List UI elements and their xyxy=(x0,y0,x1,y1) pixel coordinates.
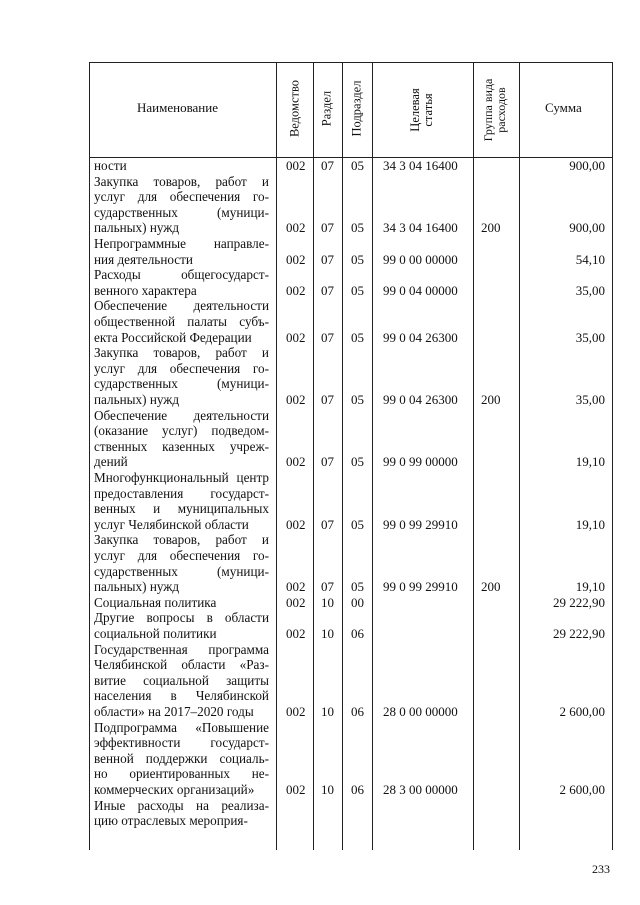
row-target: 99 0 04 26300 xyxy=(383,392,458,407)
header-group xyxy=(482,67,510,153)
col-border-1 xyxy=(276,62,277,850)
header-group-line1: Группа вида xyxy=(481,78,495,142)
row-name-line: но ориентированных не- xyxy=(94,766,269,782)
row-dept: 002 xyxy=(286,516,306,532)
row-section: 07 xyxy=(321,251,334,267)
row-name xyxy=(94,470,269,532)
row-name-line: Социальная политика xyxy=(94,594,217,610)
row-name-line: венных и муниципальных xyxy=(94,501,269,517)
row-section: 10 xyxy=(321,704,334,719)
header-target xyxy=(409,70,437,150)
row-section: 10 xyxy=(321,594,334,610)
row-section: 10 xyxy=(321,626,334,641)
row-name xyxy=(94,158,269,174)
row-name-line: дений xyxy=(94,454,128,470)
row-name xyxy=(94,236,269,267)
row-name xyxy=(94,532,269,594)
row-target: 99 0 04 26300 xyxy=(383,329,458,345)
row-name-line: Закупка товаров, работ и xyxy=(94,532,269,548)
row-target: 99 0 04 00000 xyxy=(383,282,458,298)
col-border-6 xyxy=(519,62,520,850)
row-name-line: пальных) нужд xyxy=(94,391,180,407)
row-target: 99 0 99 29910 xyxy=(383,516,458,532)
row-subsection: 05 xyxy=(351,516,364,532)
row-sum: 2 600,00 xyxy=(559,782,605,797)
row-subsection: 05 xyxy=(351,579,364,595)
row-section: 07 xyxy=(321,579,334,595)
row-name-line: Обеспечение деятельности xyxy=(94,298,269,314)
row-target: 99 0 99 29910 xyxy=(383,579,458,595)
col-border-3 xyxy=(342,62,343,850)
row-name-line: сударственных (муници- xyxy=(94,204,269,220)
row-sum: 29 222,90 xyxy=(553,626,605,641)
page-number: 233 xyxy=(592,862,610,876)
row-name-line: Многофункциональный центр xyxy=(94,470,269,485)
row-name-line: ности xyxy=(94,158,127,173)
row-name-line: венной поддержки социаль- xyxy=(94,750,269,766)
row-subsection: 00 xyxy=(351,594,364,610)
row-name xyxy=(94,595,269,611)
row-sum: 35,00 xyxy=(575,282,605,298)
row-sum: 35,00 xyxy=(575,392,605,407)
row-sum: 900,00 xyxy=(569,220,605,236)
col-border-5 xyxy=(473,62,474,850)
row-name-line: эффективности государст- xyxy=(94,735,269,751)
row-name-line: Расходы общегосударст- xyxy=(94,267,269,283)
row-name xyxy=(94,345,269,407)
row-sum: 35,00 xyxy=(575,329,605,345)
row-subsection: 05 xyxy=(351,454,364,470)
header-name: Наименование xyxy=(137,100,218,115)
row-name-line: услуг Челябинской области xyxy=(94,516,249,532)
col-border-right xyxy=(612,62,613,850)
row-dept: 002 xyxy=(286,579,306,595)
header-group-line2: расходов xyxy=(494,87,508,133)
row-sum: 19,10 xyxy=(575,579,605,595)
row-subsection: 05 xyxy=(351,392,364,407)
row-subsection: 05 xyxy=(351,282,364,298)
row-section: 07 xyxy=(321,158,334,173)
row-subsection: 05 xyxy=(351,329,364,345)
row-name-line: услуг для обеспечения го- xyxy=(94,189,269,205)
row-name-line: населения в Челябинской xyxy=(94,688,269,704)
row-section: 10 xyxy=(321,782,334,797)
row-name xyxy=(94,720,269,798)
row-dept: 002 xyxy=(286,392,306,407)
header-target-line1: Целевая xyxy=(408,88,422,132)
row-name-line: пальных) нужд xyxy=(94,579,180,595)
row-name-line: екта Российской Федерации xyxy=(94,329,252,345)
row-name-line: Закупка товаров, работ и xyxy=(94,173,269,189)
row-name-line: коммерческих организаций» xyxy=(94,781,255,797)
row-name-line: (оказание услуг) подведом- xyxy=(94,423,269,439)
row-dept: 002 xyxy=(286,454,306,470)
row-dept: 002 xyxy=(286,782,306,797)
row-target: 34 3 04 16400 xyxy=(383,220,458,236)
row-name-line: Закупка товаров, работ и xyxy=(94,345,269,361)
row-name-line: витие социальной защиты xyxy=(94,672,269,688)
row-name-line: предоставления государст- xyxy=(94,485,269,501)
row-dept: 002 xyxy=(286,704,306,719)
row-group: 200 xyxy=(481,220,501,236)
header-section: Раздел xyxy=(319,90,334,127)
row-section: 07 xyxy=(321,516,334,532)
row-section: 07 xyxy=(321,282,334,298)
budget-table xyxy=(89,62,613,850)
row-name-line: сударственных (муници- xyxy=(94,563,269,579)
row-sum: 2 600,00 xyxy=(559,704,605,719)
row-name-line: Обеспечение деятельности xyxy=(94,407,269,423)
row-section: 07 xyxy=(321,392,334,407)
row-target: 28 3 00 00000 xyxy=(383,782,458,797)
header-sum: Сумма xyxy=(545,100,582,115)
row-name xyxy=(94,798,269,829)
row-dept: 002 xyxy=(286,282,306,298)
row-subsection: 06 xyxy=(351,626,364,641)
row-dept: 002 xyxy=(286,158,306,173)
row-target: 99 0 99 00000 xyxy=(383,454,458,470)
row-dept: 002 xyxy=(286,594,306,610)
row-subsection: 06 xyxy=(351,782,364,797)
header-target-line2: статья xyxy=(421,93,435,127)
row-subsection: 05 xyxy=(351,220,364,236)
row-name xyxy=(94,610,269,641)
row-name-line: социальной политики xyxy=(94,625,217,641)
row-name-line: области» на 2017–2020 годы xyxy=(94,703,254,719)
col-border-2 xyxy=(313,62,314,850)
row-name xyxy=(94,267,269,298)
header-dept: Ведомство xyxy=(287,79,302,138)
row-name xyxy=(94,408,269,470)
row-name-line: общественной палаты субъ- xyxy=(94,313,269,329)
row-section: 07 xyxy=(321,329,334,345)
row-name-line: услуг для обеспечения го- xyxy=(94,547,269,563)
row-name xyxy=(94,174,269,236)
row-section: 07 xyxy=(321,220,334,236)
row-subsection: 05 xyxy=(351,251,364,267)
row-name-line: ния деятельности xyxy=(94,251,193,267)
table-top-border xyxy=(89,62,613,63)
row-group: 200 xyxy=(481,579,501,595)
row-name-line: услуг для обеспечения го- xyxy=(94,360,269,376)
row-name-line: ственных казенных учреж- xyxy=(94,438,269,454)
row-name-line: Подпрограмма «Повышение xyxy=(94,719,269,735)
row-name-line: Другие вопросы в области xyxy=(94,610,269,626)
row-sum: 54,10 xyxy=(575,251,605,267)
row-name-line: венного характера xyxy=(94,282,197,298)
row-dept: 002 xyxy=(286,626,306,641)
col-border-left xyxy=(89,62,90,850)
row-name-line: Челябинской области «Раз- xyxy=(94,657,269,673)
row-sum: 19,10 xyxy=(575,454,605,470)
row-name-line: сударственных (муници- xyxy=(94,376,269,392)
row-name xyxy=(94,298,269,345)
row-sum: 19,10 xyxy=(575,516,605,532)
row-dept: 002 xyxy=(286,220,306,236)
row-target: 99 0 00 00000 xyxy=(383,251,458,267)
row-dept: 002 xyxy=(286,251,306,267)
row-name-line: Государственная программа xyxy=(94,641,269,657)
row-subsection: 05 xyxy=(351,158,364,173)
row-sum: 900,00 xyxy=(569,158,605,173)
row-sum: 29 222,90 xyxy=(553,594,605,610)
row-subsection: 06 xyxy=(351,704,364,719)
row-target: 28 0 00 00000 xyxy=(383,704,458,719)
row-name xyxy=(94,642,269,720)
row-dept: 002 xyxy=(286,329,306,345)
header-subsection: Подраздел xyxy=(349,80,364,137)
row-name-line: пальных) нужд xyxy=(94,220,180,236)
col-border-4 xyxy=(372,62,373,850)
row-name-line: Непрограммные направле- xyxy=(94,236,269,251)
row-name-line: цию отраслевых мероприя- xyxy=(94,813,248,829)
row-target: 34 3 04 16400 xyxy=(383,158,458,173)
row-name-line: Иные расходы на реализа- xyxy=(94,797,269,813)
row-section: 07 xyxy=(321,454,334,470)
row-group: 200 xyxy=(481,392,501,407)
